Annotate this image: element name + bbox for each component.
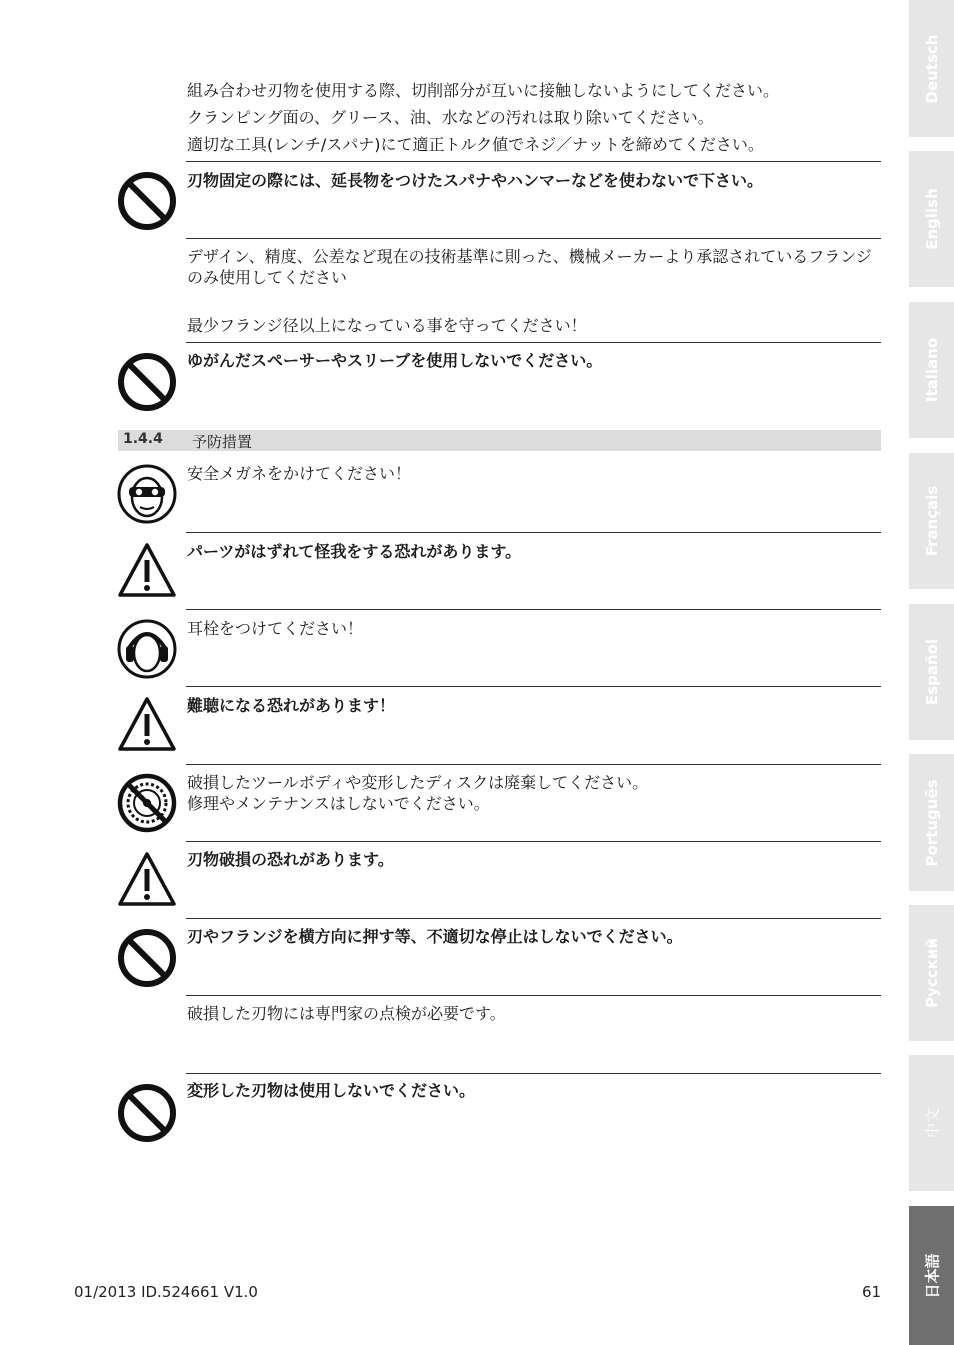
language-tab-chinese[interactable]: 中文	[909, 1055, 954, 1191]
danger-flying-parts: パーツがはずれて怪我をする恐れがあります。	[187, 542, 522, 561]
instruction-expert-inspection: 破損した刃物には専門家の点検が必要です。	[187, 1004, 506, 1023]
paragraph-approved-flanges: デザイン、精度、公差など現在の技術基準に則った、機械メーカーより承認されているフランジのみ使用してください	[187, 247, 872, 287]
section-title: 予防措置	[192, 433, 253, 451]
divider	[186, 764, 881, 765]
language-tab-english[interactable]: English	[909, 151, 954, 287]
divider	[186, 342, 881, 343]
instruction-clean-surfaces: クランピング面の、グリース、油、水などの汚れは取り除いてください。	[187, 108, 714, 127]
warning-no-extension: 刃物固定の際には、延長物をつけたスパナやハンマーなどを使わないで下さい。	[187, 171, 764, 190]
ear-protection-icon	[116, 618, 178, 680]
language-tab-russian[interactable]: Русский	[909, 905, 954, 1041]
warning-triangle-icon	[116, 694, 178, 756]
section-number: 1.4.4	[123, 431, 163, 447]
prohibition-icon	[116, 351, 178, 413]
prohibition-icon	[116, 1082, 178, 1144]
instruction-tighten-torque: 適切な工具(レンチ/スパナ)にて適正トルク値でネジ／ナットを締めてください。	[187, 135, 764, 154]
danger-blade-breakage: 刃物破損の恐れがあります。	[187, 850, 394, 869]
warning-no-side-pressure: 刃やフランジを横方向に押す等、不適切な停止はしないでください。	[187, 927, 683, 946]
divider	[186, 238, 881, 239]
prohibition-icon	[116, 170, 178, 232]
footer-document-id: 01/2013 ID.524661 V1.0	[74, 1283, 258, 1301]
divider	[186, 532, 881, 533]
instruction-wear-earplugs: 耳栓をつけてください！	[187, 619, 364, 638]
divider	[186, 161, 881, 162]
prohibition-icon	[116, 927, 178, 989]
instruction-wear-goggles: 安全メガネをかけてください！	[187, 464, 412, 483]
warning-no-deformed-blades: 変形した刃物は使用しないでください。	[187, 1081, 476, 1100]
divider	[186, 918, 881, 919]
language-tab-francais[interactable]: Français	[909, 453, 954, 589]
language-tab-italiano[interactable]: Italiano	[909, 302, 954, 438]
divider	[186, 1073, 881, 1074]
divider	[186, 995, 881, 996]
divider	[186, 686, 881, 687]
divider	[186, 841, 881, 842]
divider	[186, 609, 881, 610]
section-header	[118, 430, 881, 451]
footer-page-number: 61	[862, 1283, 882, 1301]
warning-triangle-icon	[116, 540, 178, 602]
language-tab-deutsch[interactable]: Deutsch	[909, 0, 954, 137]
warning-no-distorted-spacers: ゆがんだスペーサーやスリーブを使用しないでください。	[187, 351, 603, 370]
language-tab-portugues[interactable]: Português	[909, 754, 954, 891]
language-tab-espanol[interactable]: Español	[909, 604, 954, 740]
danger-hearing-loss: 難聴になる恐れがあります！	[187, 696, 396, 715]
warning-triangle-icon	[116, 849, 178, 911]
paragraph-min-flange: 最少フランジ径以上になっている事を守ってください！	[187, 316, 587, 335]
instruction-combination-tools: 組み合わせ刃物を使用する際、切削部分が互いに接触しないようにしてください。	[187, 81, 780, 100]
instruction-no-repair: 修理やメンテナンスはしないでください。	[187, 794, 490, 813]
no-damaged-blade-icon	[116, 772, 178, 834]
language-tab-japanese[interactable]: 日本語	[909, 1206, 954, 1345]
instruction-discard-damaged: 破損したツールボディや変形したディスクは廃棄してください。	[187, 773, 649, 792]
safety-goggles-icon	[116, 463, 178, 525]
